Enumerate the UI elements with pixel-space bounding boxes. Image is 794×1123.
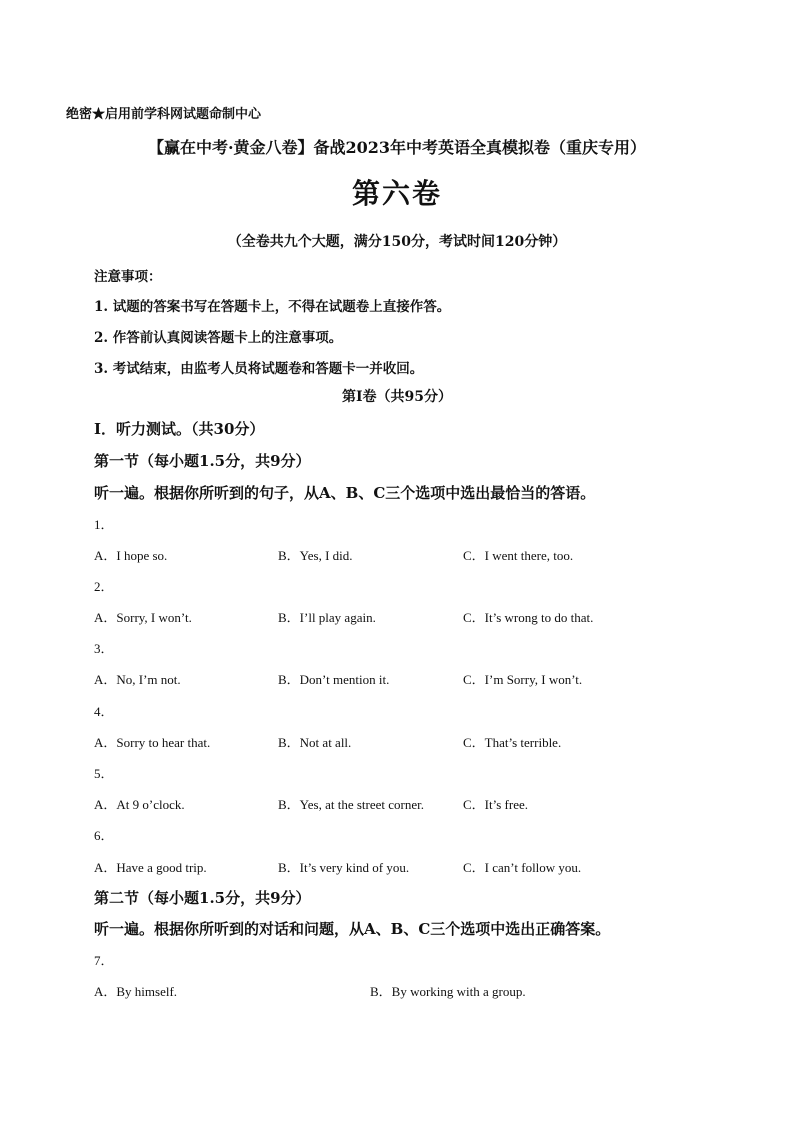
option-b: B．Yes, I did. [278,548,353,563]
question-number: 4． [94,704,114,719]
option-b: B．I’ll play again. [278,610,376,625]
section1-title: 第一节（每小题1.5分，共9分） [94,452,311,470]
note-item-3: 3. 考试结束，由监考人员将试题卷和答题卡一并收回。 [94,361,424,377]
option-a: A．By himself. [94,984,178,999]
option-b: B．Not at all. [278,735,352,750]
listening-section-title: Ⅰ．听力测试。（共30分） [94,420,265,438]
option-c: C．It’s wrong to do that. [463,610,594,625]
question-number: 2． [94,579,114,594]
question-number: 7． [94,953,114,968]
option-a: A．Sorry, I won’t. [94,610,192,625]
note-item-2: 2. 作答前认真阅读答题卡上的注意事项。 [94,330,343,346]
part-title: 第Ⅰ卷（共95分） [341,389,453,405]
option-c: C．I’m Sorry, I won’t. [463,672,583,687]
option-a: A．No, I’m not. [94,672,181,687]
option-b: B．It’s very kind of you. [278,860,410,875]
option-b: B．By working with a group. [370,984,526,999]
option-a: A．At 9 o’clock. [94,797,185,812]
question-number: 1． [94,517,114,532]
exam-title: 【赢在中考·黄金八卷】备战2023年中考英语全真模拟卷（重庆专用） [147,138,647,157]
note-item-1: 1. 试题的答案书写在答题卡上，不得在试题卷上直接作答。 [94,299,451,315]
option-b: B．Don’t mention it. [278,672,390,687]
question-number: 6． [94,828,114,843]
option-c: C．That’s terrible. [463,735,562,750]
secret-label: 绝密★启用前学科网试题命制中心 [66,107,262,122]
option-b: B．Yes, at the street corner. [278,797,424,812]
section2-title: 第二节（每小题1.5分，共9分） [94,889,311,907]
option-a: A．Have a good trip. [94,860,207,875]
option-a: A．Sorry to hear that. [94,735,211,750]
question-number: 3． [94,641,114,656]
question-number: 5． [94,766,114,781]
option-a: A．I hope so. [94,548,168,563]
notes-heading: 注意事项： [94,269,162,285]
option-c: C．I went there, too. [463,548,574,563]
option-c: C．It’s free. [463,797,528,812]
section2-instruction: 听一遍。根据你所听到的对话和问题，从A、B、C三个选项中选出正确答案。 [94,920,611,938]
option-c: C．I can’t follow you. [463,860,582,875]
volume-title: 第六卷 [351,177,442,210]
exam-subtitle: （全卷共九个大题，满分150分，考试时间120分钟） [227,234,567,250]
section1-instruction: 听一遍。根据你所听到的句子，从A、B、C三个选项中选出最恰当的答语。 [94,484,596,502]
